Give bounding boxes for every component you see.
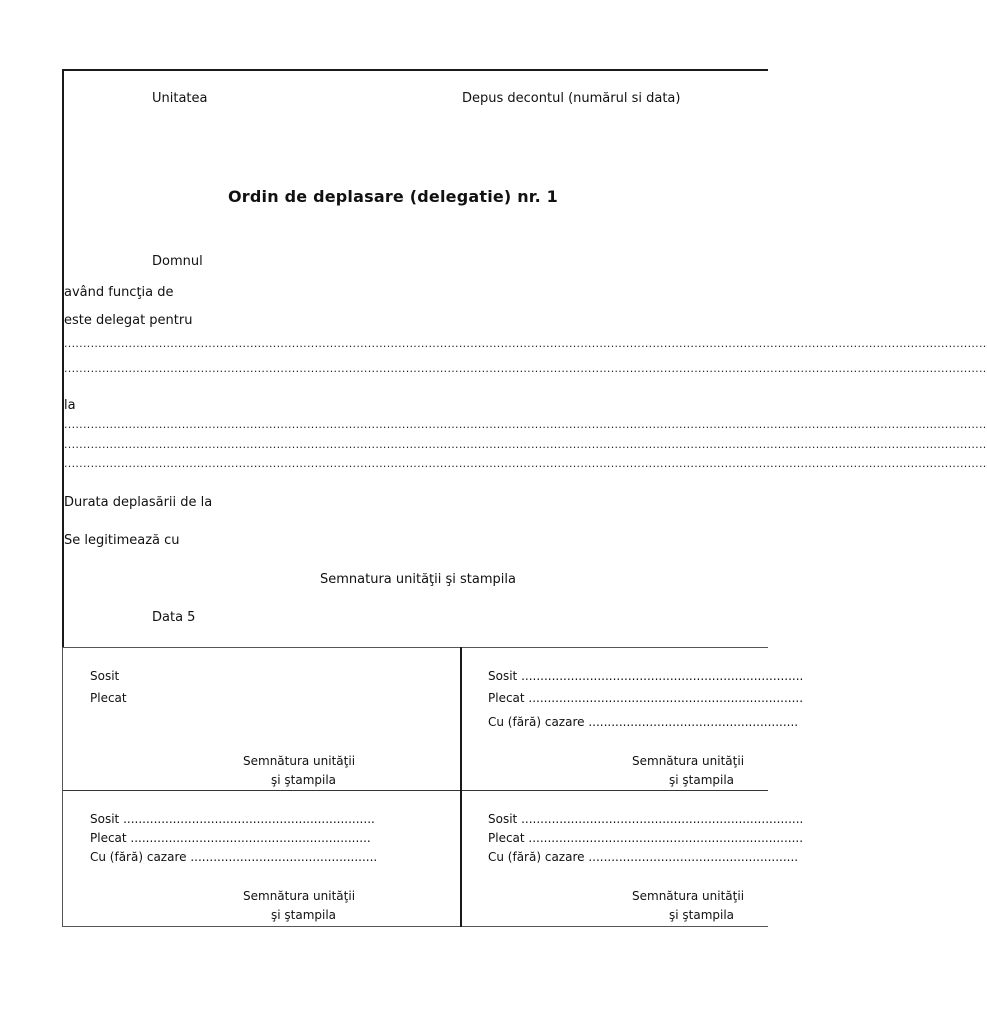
dotted-line: ...................................................................................................................................................................................................................................................	[64, 418, 987, 431]
signature-line: Semnătura unităţii	[243, 754, 356, 768]
stamp-line: şi ştampila	[669, 908, 735, 922]
document-title: Ordin de deplasare (delegatie) nr. 1	[228, 187, 558, 206]
function-label: având funcţia de	[64, 285, 174, 300]
stamp-line: şi ştampila	[271, 908, 337, 922]
grid-center-divider	[460, 647, 462, 927]
departed-dotted-label: Plecat ........................................................................	[488, 691, 804, 705]
form-sheet	[62, 69, 987, 647]
stamp-line: şi ştampila	[669, 773, 735, 787]
date-label: Data 5	[152, 610, 196, 625]
arrived-label: Sosit	[90, 669, 120, 683]
grid-left-border	[62, 647, 63, 927]
identification-label: Se legitimează cu	[64, 533, 180, 548]
signature-line: Semnătura unităţii	[632, 754, 745, 768]
arrived-dotted-label: Sosit ..........................................................................	[488, 669, 804, 683]
to-label: la	[64, 398, 76, 413]
delegated-for-label: este delegat pentru	[64, 313, 193, 328]
dotted-line: ...................................................................................................................................................................................................................................................	[64, 362, 987, 375]
grid-top-border	[62, 647, 768, 648]
settlement-label: Depus decontul (numărul si data)	[462, 91, 681, 106]
signature-line: Semnătura unităţii	[632, 889, 745, 903]
duration-label: Durata deplasării de la	[64, 495, 213, 510]
signature-block	[600, 887, 745, 927]
departed-dotted-label: Plecat ........................................................................	[488, 831, 804, 845]
arrived-dotted-label: Sosit ..................................................................	[90, 812, 375, 826]
signature-block	[600, 752, 745, 792]
dotted-line: ...................................................................................................................................................................................................................................................	[64, 337, 987, 350]
departed-dotted-label: Plecat ...............................................................	[90, 831, 371, 845]
departed-label: Plecat	[90, 691, 127, 705]
accommodation-dotted-label: Cu (fără) cazare .......................................................	[488, 715, 799, 729]
dotted-line: ...................................................................................................................................................................................................................................................	[64, 457, 987, 470]
stamp-line: şi ştampila	[271, 773, 337, 787]
accommodation-dotted-label: Cu (fără) cazare .................................................	[90, 850, 378, 864]
mister-label: Domnul	[152, 254, 203, 269]
unit-signature-label: Semnatura unităţii şi stampila	[320, 572, 516, 587]
unit-label: Unitatea	[152, 91, 208, 106]
arrived-dotted-label: Sosit ..........................................................................	[488, 812, 804, 826]
accommodation-dotted-label: Cu (fără) cazare .......................................................	[488, 850, 799, 864]
signature-line: Semnătura unităţii	[243, 889, 356, 903]
dotted-line: ...................................................................................................................................................................................................................................................	[64, 438, 987, 451]
